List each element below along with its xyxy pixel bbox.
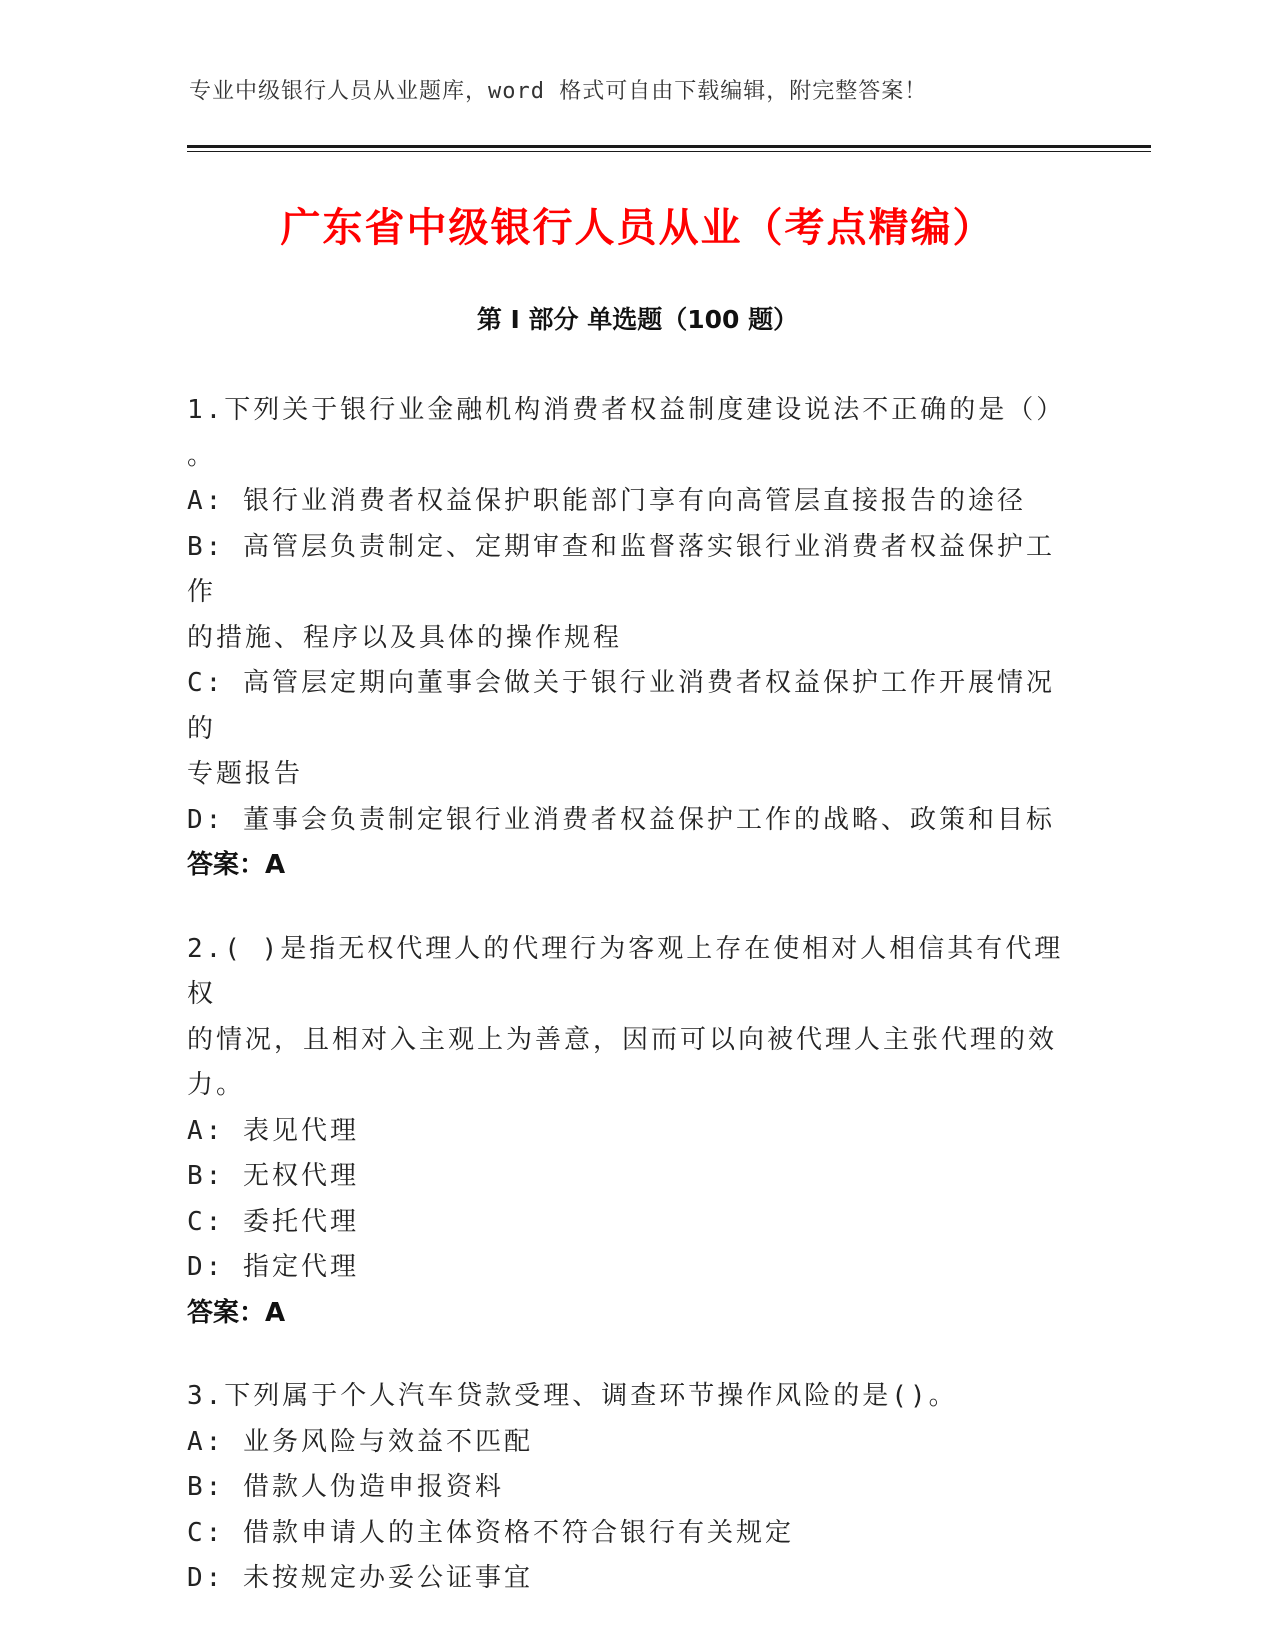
option-c: C: 高管层定期向董事会做关于银行业消费者权益保护工作开展情况的 bbox=[187, 668, 1055, 744]
option-d: D: 未按规定办妥公证事宜 bbox=[187, 1563, 533, 1593]
header-note: 专业中级银行人员从业题库，word 格式可自由下载编辑，附完整答案！ bbox=[189, 79, 928, 104]
option-b-continued: 的措施、程序以及具体的操作规程 bbox=[187, 622, 623, 653]
option-b: B: 高管层负责制定、定期审查和监督落实银行业消费者权益保护工作 bbox=[187, 531, 1055, 607]
option-b: B: 无权代理 bbox=[187, 1161, 359, 1191]
question-stem-line: 的情况，且相对入主观上为善意，因而可以向被代理人主张代理的效 bbox=[187, 1024, 1058, 1055]
question-stem-line: 2.( )是指无权代理人的代理行为客观上存在使相对人相信其有代理权 bbox=[187, 933, 1064, 1009]
option-b: B: 借款人伪造申报资料 bbox=[187, 1472, 504, 1502]
header-rule-thin bbox=[187, 151, 1151, 152]
option-c: C: 借款申请人的主体资格不符合银行有关规定 bbox=[187, 1517, 794, 1548]
header-rule-thick bbox=[187, 145, 1151, 148]
question-stem-line: 力。 bbox=[187, 1070, 246, 1100]
question-stem-line: 3.下列属于个人汽车贷款受理、调查环节操作风险的是()。 bbox=[187, 1381, 958, 1411]
document-title: 广东省中级银行人员从业（考点精编） bbox=[280, 205, 995, 251]
option-a: A: 表见代理 bbox=[187, 1115, 359, 1146]
question-list bbox=[187, 388, 1067, 1640]
question-stem-line: 1.下列关于银行业金融机构消费者权益制度建设说法不正确的是（） bbox=[187, 395, 1066, 425]
question-item bbox=[187, 388, 1067, 889]
option-d: D: 指定代理 bbox=[187, 1252, 359, 1282]
option-a: A: 业务风险与效益不匹配 bbox=[187, 1426, 533, 1457]
option-d: D: 董事会负责制定银行业消费者权益保护工作的战略、政策和目标 bbox=[187, 804, 1055, 835]
question-item bbox=[187, 1374, 1067, 1602]
answer-label: 答案：A bbox=[187, 850, 286, 880]
answer-label: 答案：A bbox=[187, 1297, 286, 1328]
section-title: 第 I 部分 单选题（100 题） bbox=[476, 305, 799, 334]
question-item bbox=[187, 927, 1067, 1337]
option-c: C: 委托代理 bbox=[187, 1206, 359, 1237]
question-stem-line: 。 bbox=[187, 440, 217, 471]
option-a: A: 银行业消费者权益保护职能部门享有向高管层直接报告的途径 bbox=[187, 486, 1026, 516]
option-c-continued: 专题报告 bbox=[187, 759, 304, 789]
